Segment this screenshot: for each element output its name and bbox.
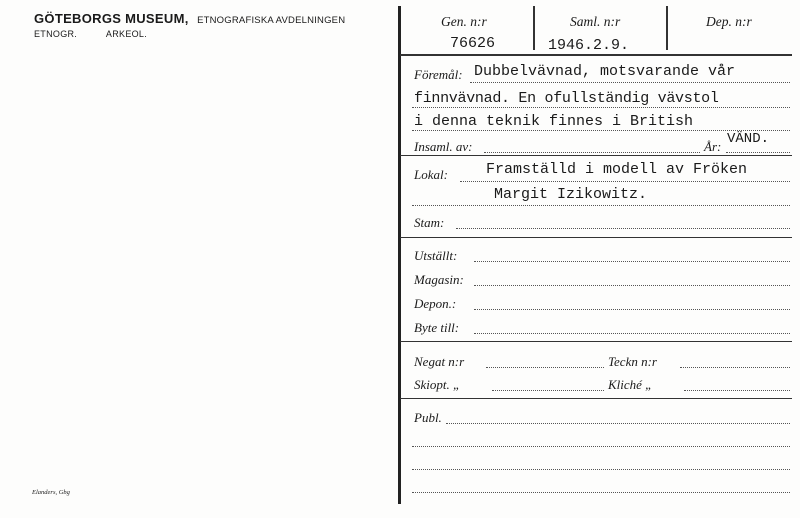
section-rule-1 xyxy=(400,155,792,156)
foremal-line-2: finnvävnad. En ofullständig vävstol xyxy=(414,90,719,107)
lokal-line-1: Framställd i modell av Fröken xyxy=(486,161,748,178)
vand-note: VÄND. xyxy=(727,131,770,147)
museum-name: GÖTEBORGS MUSEUM, xyxy=(34,11,189,26)
teckn-dotline xyxy=(680,367,790,368)
foremal-dotline-2 xyxy=(412,107,790,108)
teckn-label: Teckn n:r xyxy=(608,354,657,369)
negat-label: Negat n:r xyxy=(414,354,465,369)
gen-number-value: 76626 xyxy=(450,35,496,52)
lokal-dotline-2 xyxy=(412,205,790,206)
dep-number-label: Dep. n:r xyxy=(706,14,752,29)
ar-label: År: xyxy=(704,139,722,154)
utstallt-label: Utställt: xyxy=(414,248,458,263)
foremal-line-3: i denna teknik finnes i British xyxy=(414,113,694,130)
foremal-line-1: Dubbelvävnad, motsvarande vår xyxy=(474,63,736,80)
publ-dotline-2 xyxy=(412,446,790,447)
publ-dotline-1 xyxy=(446,423,790,424)
skiopt-label: Skiopt. „ xyxy=(414,377,461,392)
lokal-dotline-1 xyxy=(460,181,790,182)
magasin-dotline xyxy=(474,285,790,286)
section-label-etnogr: ETNOGR. xyxy=(34,29,78,39)
saml-number-value: 1946.2.9. xyxy=(548,37,630,54)
section-label-arkeol: ARKEOL. xyxy=(105,29,148,39)
byte-label: Byte till: xyxy=(414,320,460,335)
publ-dotline-4 xyxy=(412,492,790,493)
printer-mark: Elanders, Gbg xyxy=(32,489,70,496)
kliche-label: Kliché „ xyxy=(608,377,653,392)
column-divider-2 xyxy=(666,6,668,50)
vertical-divider xyxy=(398,6,401,504)
insaml-label: Insaml. av: xyxy=(414,139,473,154)
lokal-label: Lokal: xyxy=(414,167,448,182)
section-rule-3 xyxy=(400,341,792,342)
insaml-dotline xyxy=(484,152,700,153)
column-divider-1 xyxy=(533,6,535,50)
museum-header xyxy=(34,10,345,28)
publ-dotline-3 xyxy=(412,469,790,470)
section-labels xyxy=(34,29,147,39)
depon-label: Depon.: xyxy=(414,296,457,311)
skiopt-dotline xyxy=(492,390,604,391)
depon-dotline xyxy=(474,309,790,310)
utstallt-dotline xyxy=(474,261,790,262)
stam-label: Stam: xyxy=(414,215,445,230)
stam-dotline xyxy=(456,228,790,229)
gen-number-label: Gen. n:r xyxy=(441,14,487,29)
publ-label: Publ. xyxy=(414,410,442,425)
ar-dotline xyxy=(726,152,790,153)
department-name: ETNOGRAFISKA AVDELNINGEN xyxy=(197,15,346,26)
lokal-line-2: Margit Izikowitz. xyxy=(494,186,648,203)
foremal-dotline-1 xyxy=(470,82,790,83)
byte-dotline xyxy=(474,333,790,334)
header-rule xyxy=(400,54,792,56)
saml-number-label: Saml. n:r xyxy=(570,14,621,29)
section-rule-2 xyxy=(400,237,792,238)
section-rule-4 xyxy=(400,398,792,399)
negat-dotline xyxy=(486,367,604,368)
kliche-dotline xyxy=(684,390,790,391)
magasin-label: Magasin: xyxy=(414,272,464,287)
foremal-label: Föremål: xyxy=(414,67,463,82)
